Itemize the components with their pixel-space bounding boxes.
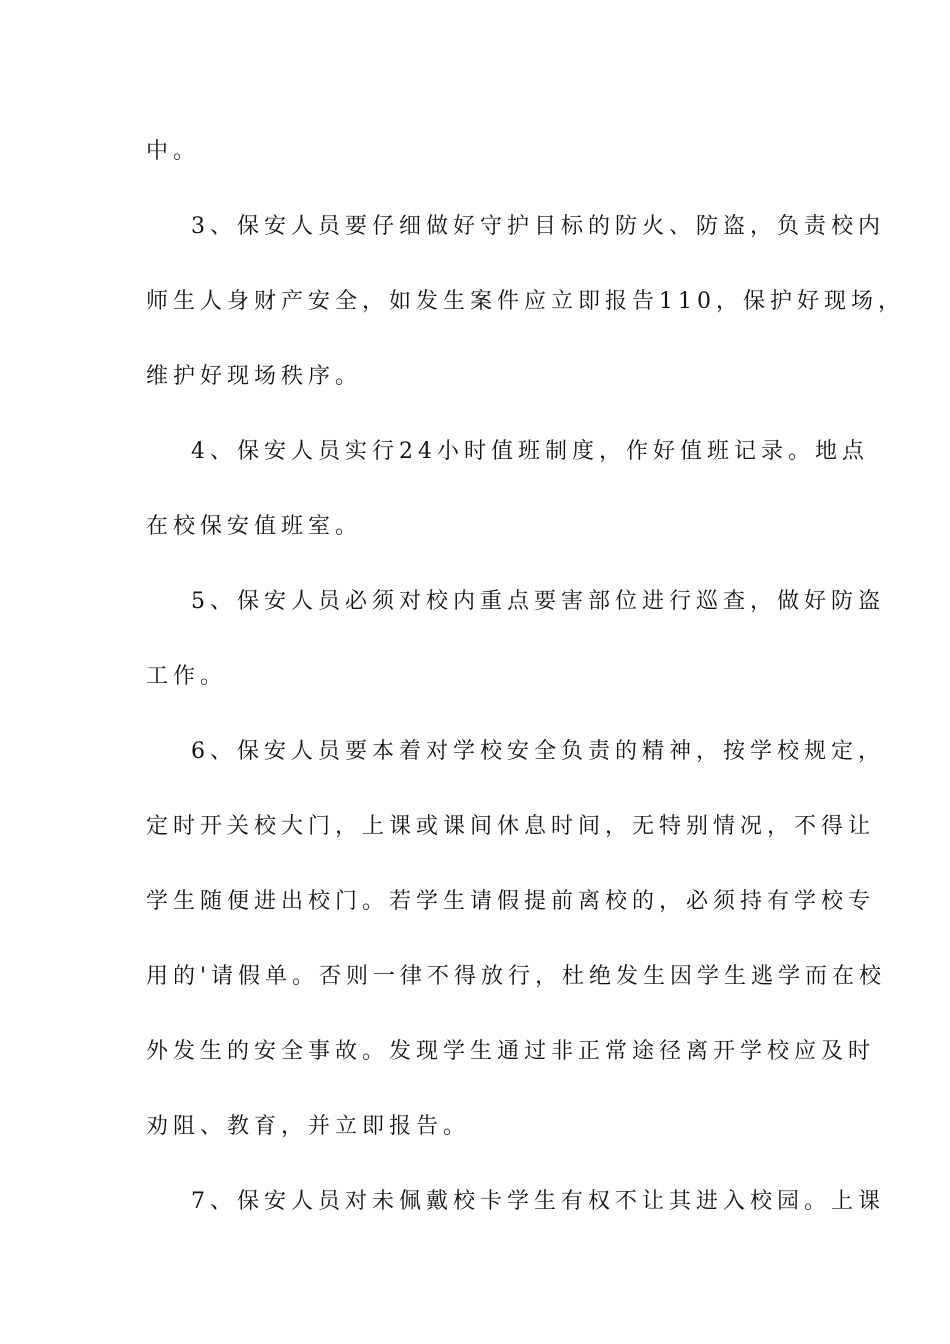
paragraph-6-line-2: 定时开关校大门，上课或课间休息时间，无特别情况，不得让 bbox=[146, 814, 876, 839]
paragraph-6-line-5: 外发生的安全事故。发现学生通过非正常途径离开学校应及时 bbox=[146, 1039, 876, 1064]
paragraph-4-line-1: 4、保安人员实行24小时值班制度，作好值班记录。地点 bbox=[191, 439, 869, 464]
paragraph-6-line-3: 学生随便进出校门。若学生请假提前离校的，必须持有学校专 bbox=[146, 889, 876, 914]
text-line: 中。 bbox=[146, 139, 201, 164]
paragraph-6-line-6: 劝阻、教育，并立即报告。 bbox=[146, 1114, 471, 1139]
paragraph-5-line-1: 5、保安人员必须对校内重点要害部位进行巡查，做好防盗 bbox=[191, 589, 885, 614]
paragraph-6-line-1: 6、保安人员要本着对学校安全负责的精神，按学校规定， bbox=[191, 739, 885, 764]
paragraph-3-line-2: 师生人身财产安全，如发生案件应立即报告110，保护好现场， bbox=[146, 289, 905, 314]
paragraph-7-line-1: 7、保安人员对未佩戴校卡学生有权不让其进入校园。上课 bbox=[191, 1189, 885, 1214]
paragraph-6-line-4: 用的'请假单。否则一律不得放行，杜绝发生因学生逃学而在校 bbox=[146, 964, 887, 989]
paragraph-3-line-3: 维护好现场秩序。 bbox=[146, 364, 363, 389]
paragraph-5-line-2: 工作。 bbox=[146, 664, 228, 689]
paragraph-3-line-1: 3、保安人员要仔细做好守护目标的防火、防盗，负责校内 bbox=[191, 214, 885, 239]
paragraph-4-line-2: 在校保安值班室。 bbox=[146, 514, 363, 539]
